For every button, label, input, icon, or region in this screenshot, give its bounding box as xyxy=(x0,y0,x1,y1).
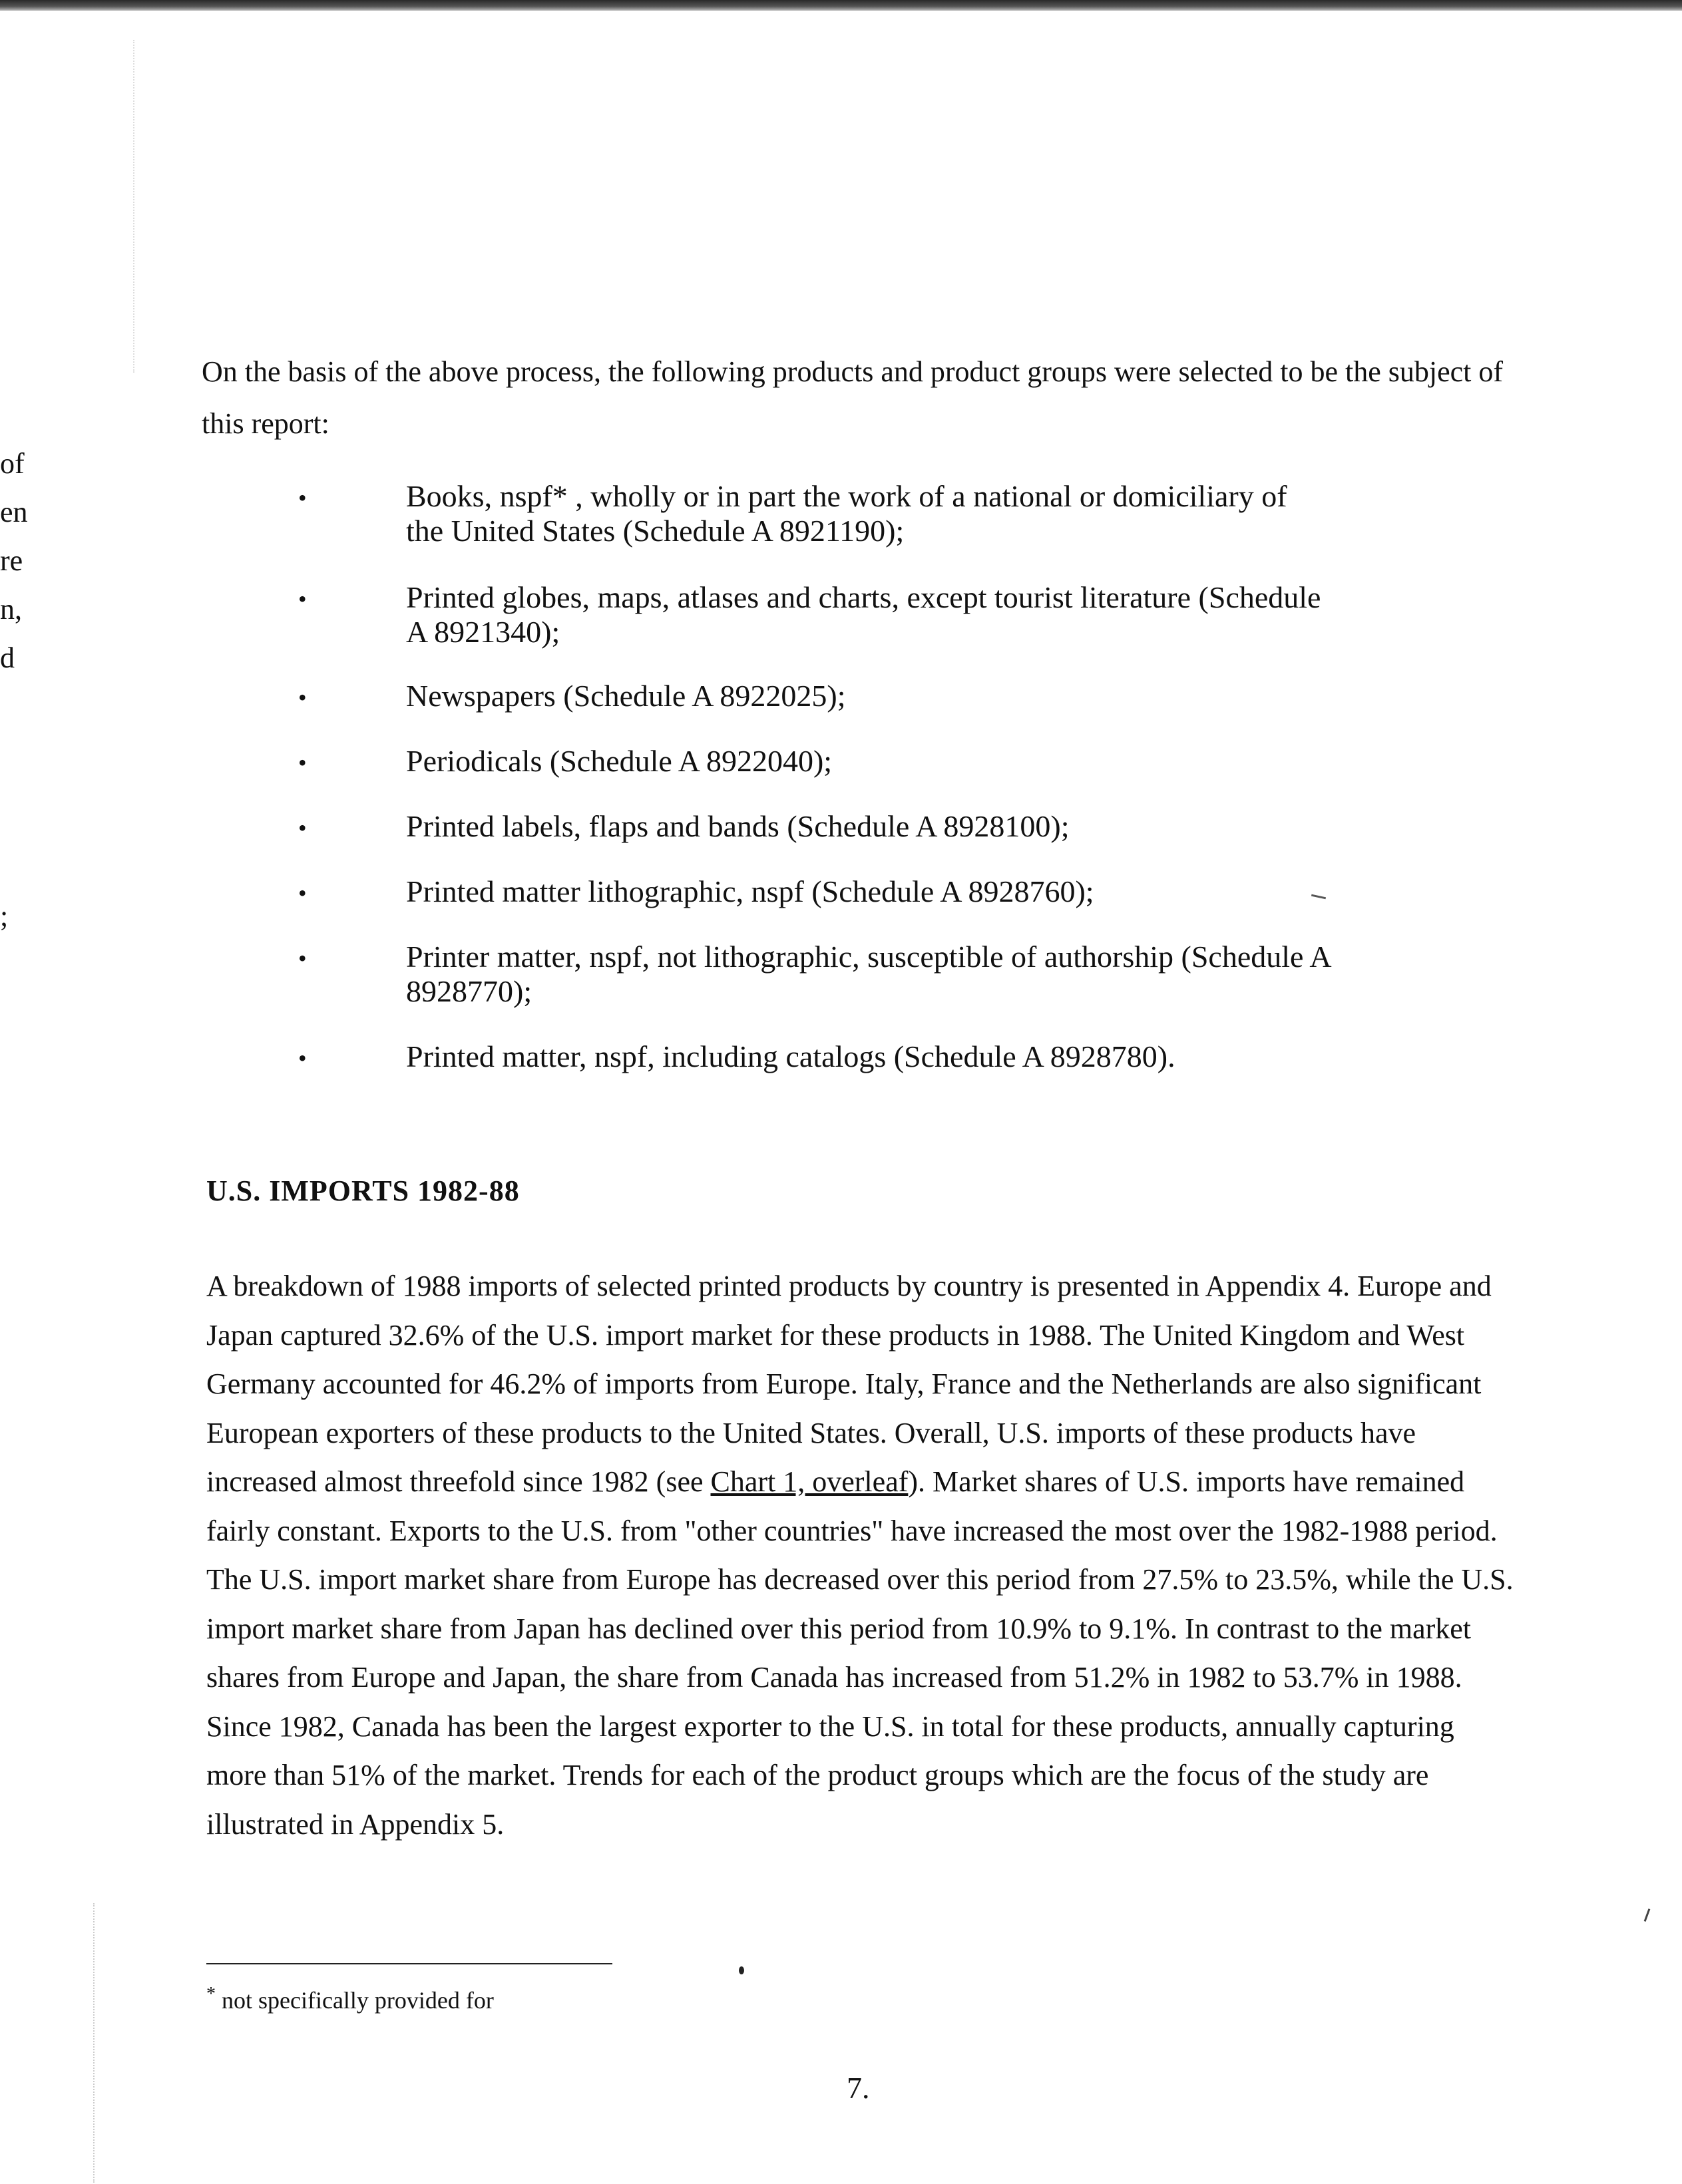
scan-artifact xyxy=(739,1966,744,1974)
body-text: ). Market shares of U.S. imports have remained fairly constant. Exports to the U.S. from "other countries" have increased the most over the 1982-1988 period. The U.S. import market share from Europe has decreased over this period from 27.5% to 23.5%, while the U.S. import market share from Japan has declined over this period from 10.9% to 9.1%. In contrast to the market shares from Europe and Japan, the share from Canada has increased from 51.2% in 1982 to 53.7% in 1988. Since 1982, Canada has been the largest exporter to the U.S. in total for these products, annually capturing more than 51% of the market. Trends for each of the product groups which are the focus of the study are illustrated in Appendix 5. xyxy=(206,1465,1514,1841)
list-item: • Printed matter lithographic, nspf (Schedule A 8928760); xyxy=(293,874,1094,909)
fragment-line: n, xyxy=(0,593,22,626)
fragment-line: of xyxy=(0,447,25,480)
list-item: • Printed globes, maps, atlases and charts, except tourist literature (Schedule A 8921340); xyxy=(293,580,1331,649)
list-item: • Books, nspf* , wholly or in part the work of a national or domiciliary of the United States (Schedule A 8921190); xyxy=(293,479,1331,548)
list-item: • Printed labels, flaps and bands (Schedule A 8928100); xyxy=(293,809,1070,844)
body-paragraph xyxy=(206,1262,1518,1849)
scan-artifact xyxy=(1644,1909,1651,1922)
fragment-line: re xyxy=(0,544,23,577)
section-heading: U.S. IMPORTS 1982-88 xyxy=(206,1175,520,1207)
footnote xyxy=(206,1980,494,2015)
footnote-text: not specifically provided for xyxy=(222,1987,494,2014)
scan-top-edge xyxy=(0,0,1682,11)
fragment-line: ; xyxy=(0,900,9,932)
footnote-marker: * xyxy=(206,1984,216,2004)
list-item: • Printed matter, nspf, including catalogs (Schedule A 8928780). xyxy=(293,1039,1175,1074)
scan-artifact xyxy=(1311,894,1326,900)
chart-reference-link[interactable]: Chart 1, overleaf xyxy=(710,1465,909,1498)
list-item: • Printer matter, nspf, not lithographic, susceptible of authorship (Schedule A 8928770); xyxy=(293,940,1331,1009)
scan-artifact xyxy=(133,40,136,373)
fragment-line: en xyxy=(0,496,28,528)
list-item: • Newspapers (Schedule A 8922025); xyxy=(293,679,846,713)
page-number: 7. xyxy=(847,2071,870,2105)
list-item: • Periodicals (Schedule A 8922040); xyxy=(293,744,832,779)
footnote-divider xyxy=(206,1963,612,1964)
body-text: A breakdown of 1988 imports of selected printed products by country is presented in Appendix 4. Europe and Japan captured 32.6% of the U.S. import market for these products in 1988. The United Kingdom and West Germany accounted for 46.2% of imports from Europe. Italy, France and the Netherlands are also significant European exporters of these products to the United States. Overall, U.S. imports of these products have increased almost threefold since 1982 (see xyxy=(206,1270,1492,1498)
intro-paragraph: On the basis of the above process, the following products and product groups were selected to be the subject of this report: xyxy=(202,355,1504,440)
fragment-line: d xyxy=(0,641,15,674)
scan-artifact xyxy=(93,1903,96,2183)
previous-page-text-fragment xyxy=(0,439,40,932)
